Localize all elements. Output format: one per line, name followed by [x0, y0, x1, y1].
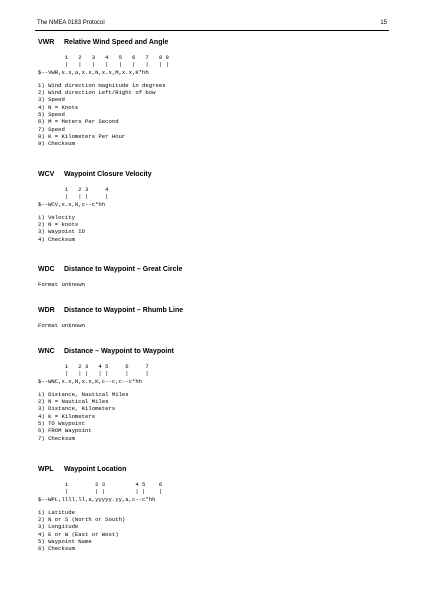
- sentence-format: $--WNC,x.x,N,x.x,K,c--c,c--c*hh: [38, 377, 143, 385]
- section-heading: [38, 465, 388, 474]
- field-description: 4) Checksum: [38, 235, 75, 243]
- field-description: 3) Waypoint ID: [38, 228, 85, 236]
- section-heading: [38, 306, 388, 315]
- field-description: 8) K = Kilometers Per Hour: [38, 132, 126, 140]
- sentence-code: WNC: [38, 348, 55, 355]
- page-number: 15: [380, 20, 387, 26]
- field-description: 1) Velocity: [38, 213, 75, 221]
- section-body: Format unknown: [38, 322, 85, 329]
- document-title: The NMEA 0183 Protocol: [37, 20, 105, 26]
- field-description: 1) Distance, Nautical Miles: [38, 390, 129, 398]
- field-markers: | | | | | |: [38, 488, 163, 496]
- field-markers: | | | |: [38, 193, 109, 201]
- field-numbers: 1 2 3 4 5 6 7: [38, 363, 149, 370]
- field-description: 9) Checksum: [38, 140, 75, 148]
- section-vwr: [38, 38, 388, 148]
- field-description: 6) M = Meters Per Second: [38, 118, 119, 126]
- sentence-code: WDC: [38, 266, 55, 273]
- sentence-code: WCV: [38, 171, 55, 178]
- field-description: 6) FROM Waypoint: [38, 427, 92, 435]
- section-title: Distance to Waypoint – Rhumb Line: [64, 307, 184, 314]
- section-body: Format unknown: [38, 281, 85, 288]
- field-numbers: 1 2 3 4: [38, 186, 109, 193]
- field-description: 6) Checksum: [38, 545, 75, 553]
- field-description: 3) Distance, Kilometers: [38, 405, 116, 413]
- field-description: 4) N = Knots: [38, 103, 79, 111]
- field-description: 4) K = Kilometers: [38, 412, 96, 420]
- section-title: Distance – Waypoint to Waypoint: [64, 348, 174, 355]
- section-wpl: [38, 465, 388, 553]
- section-title: Distance to Waypoint – Great Circle: [64, 266, 183, 273]
- sentence-format: $--WPL,llll.ll,a,yyyyy.yy,a,c--c*hh: [38, 495, 156, 503]
- section-heading: [38, 265, 388, 274]
- section-heading: [38, 38, 388, 47]
- field-description: 4) E or W (East or West): [38, 530, 119, 538]
- field-markers: | | | | | | | | |: [38, 61, 169, 69]
- field-description: 2) N = Nautical Miles: [38, 398, 109, 406]
- field-description: 3) Speed: [38, 96, 65, 104]
- field-description: 3) Longitude: [38, 523, 79, 531]
- sentence-format: $--WCV,x.x,N,c--c*hh: [38, 200, 106, 208]
- field-description: 2) N = knots: [38, 221, 79, 229]
- section-title: Waypoint Closure Velocity: [64, 171, 152, 178]
- sentence-format: $--VWR,x.x,a,x.x,N,x.x,M,x.x,K*hh: [38, 68, 149, 76]
- sentence-code: WDR: [38, 307, 55, 314]
- section-wnc: [38, 347, 388, 442]
- sentence-code: WPL: [38, 466, 54, 473]
- section-title: Waypoint Location: [64, 466, 127, 473]
- field-description: 5) Waypoint Name: [38, 538, 92, 546]
- page-header: [35, 18, 389, 31]
- field-description: 1) Wind direction magnitude in degrees: [38, 81, 166, 89]
- field-description: 2) N or S (North or South): [38, 516, 126, 524]
- field-description: 5) Speed: [38, 111, 65, 119]
- section-wdc: [38, 265, 388, 288]
- field-description: 5) TO Waypoint: [38, 420, 85, 428]
- sentence-code: VWR: [38, 39, 55, 46]
- section-title: Relative Wind Speed and Angle: [64, 39, 169, 46]
- field-numbers: 1 2 3 4 5 6 7 8 9: [38, 54, 169, 61]
- field-description: 1) Latitude: [38, 508, 75, 516]
- field-description: 7) Speed: [38, 125, 65, 133]
- field-markers: | | | | | | |: [38, 370, 149, 378]
- section-wdr: [38, 306, 388, 329]
- field-description: 2) Wind direction Left/Right of bow: [38, 89, 156, 97]
- section-wcv: [38, 170, 388, 243]
- field-numbers: 1 2 3 4 5 6: [38, 481, 163, 488]
- section-heading: [38, 347, 388, 356]
- field-description: 7) Checksum: [38, 434, 75, 442]
- section-heading: [38, 170, 388, 179]
